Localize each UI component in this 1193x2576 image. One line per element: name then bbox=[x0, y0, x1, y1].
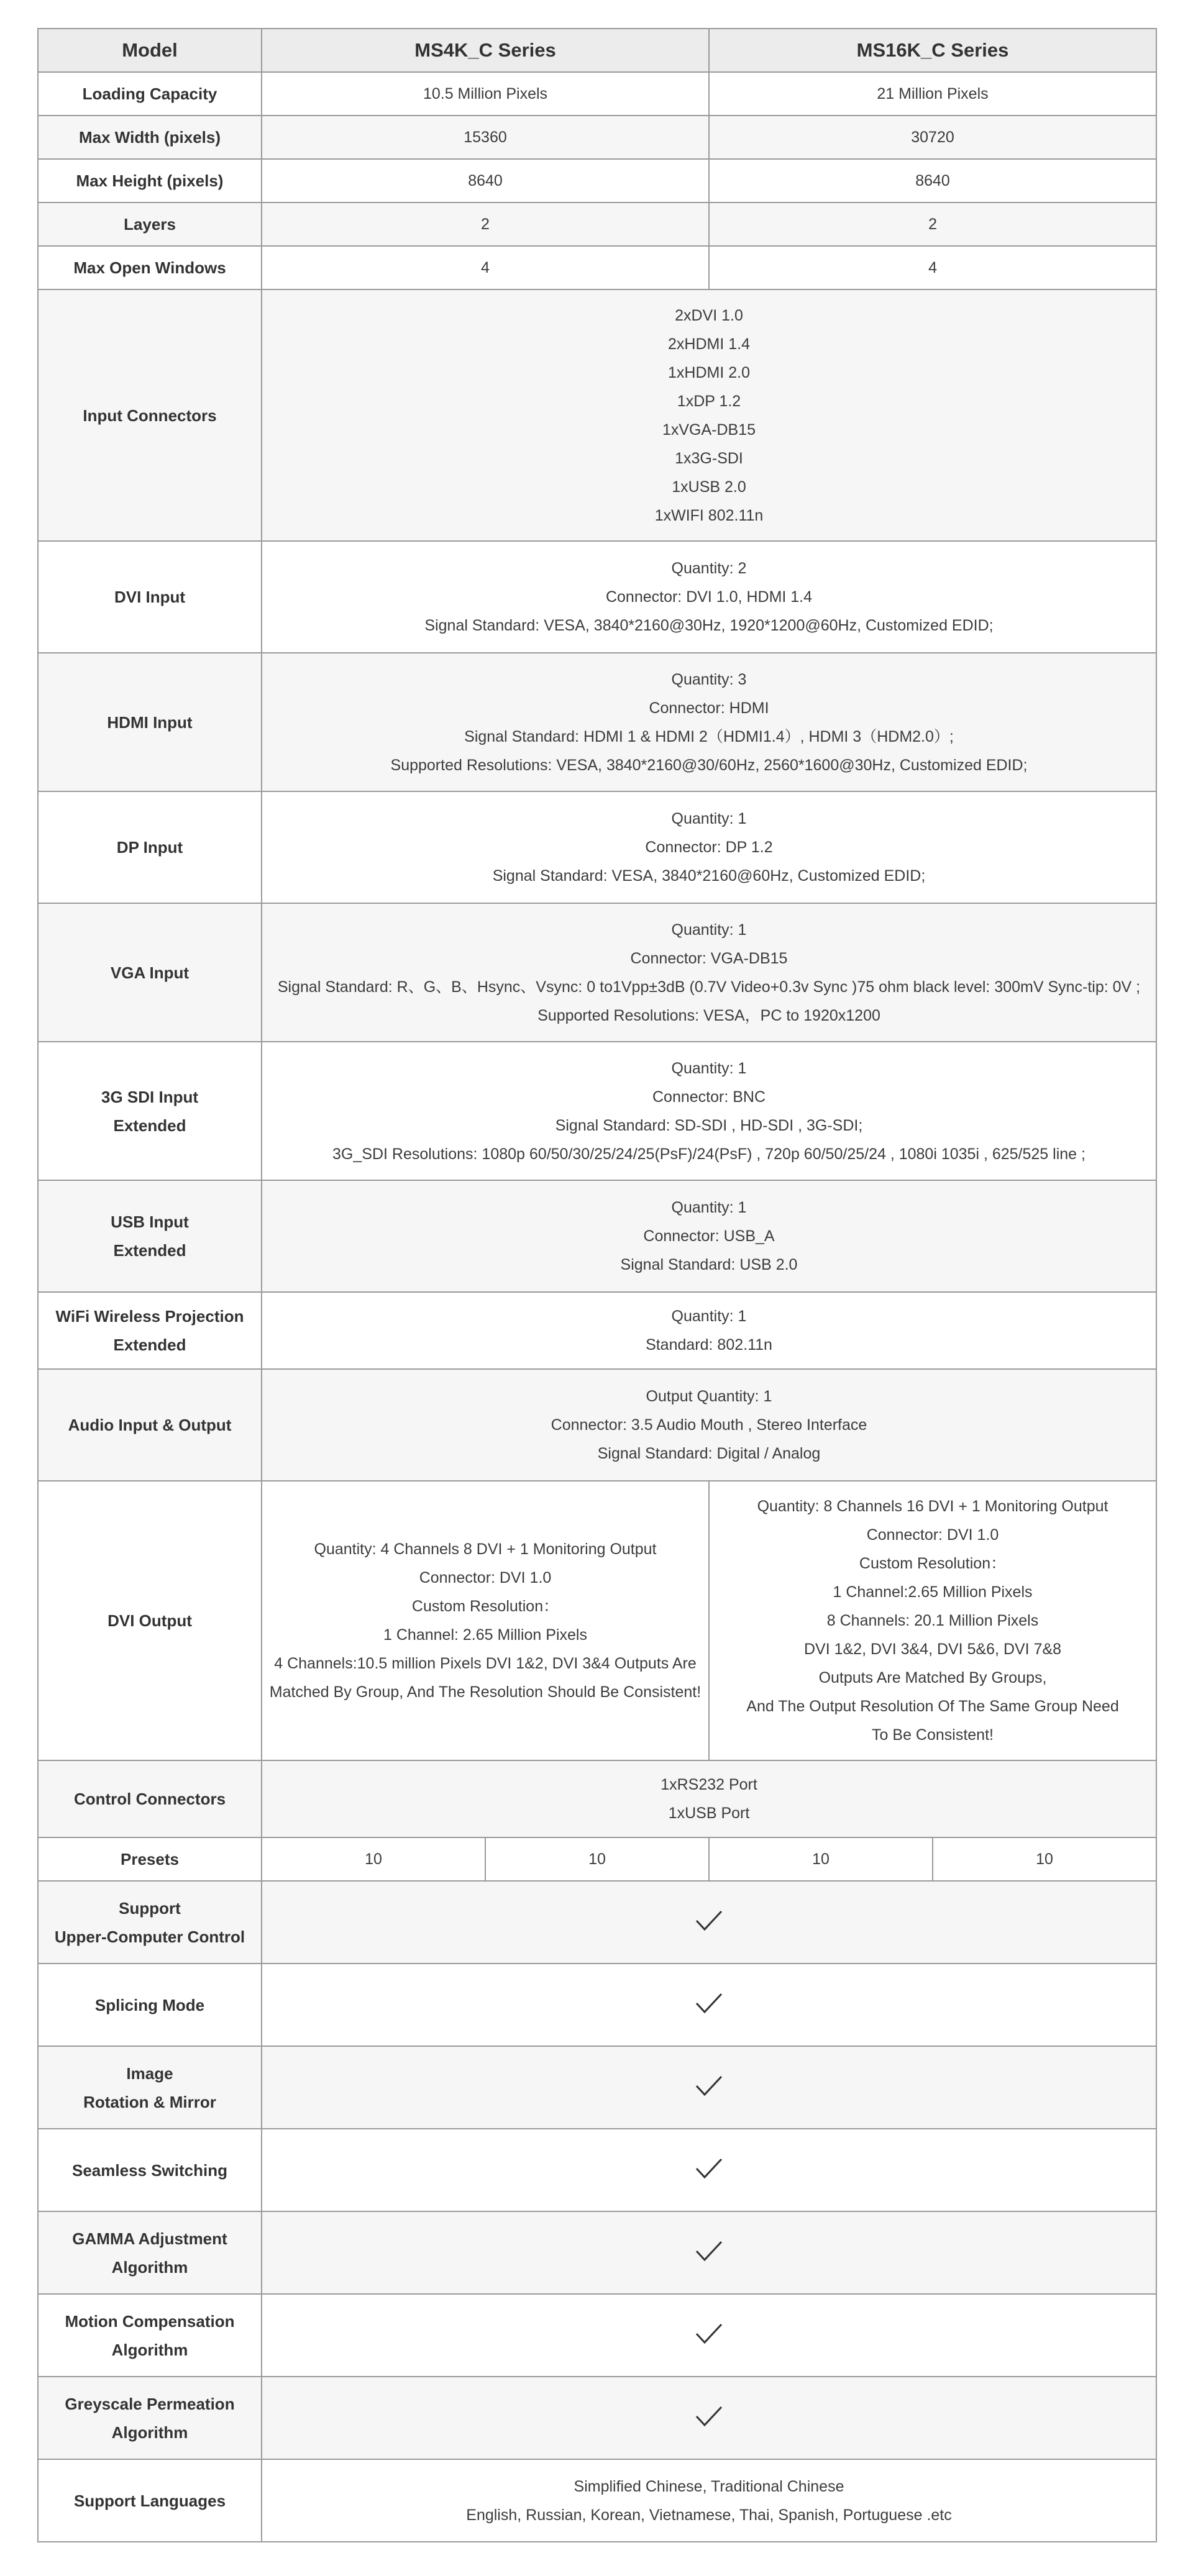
header-model: Model bbox=[38, 29, 262, 72]
label-max-height: Max Height (pixels) bbox=[38, 159, 262, 203]
row-usb-input bbox=[38, 1180, 1156, 1292]
text-line: Signal Standard: Digital / Analog bbox=[597, 1445, 821, 1462]
label-sdi-input bbox=[38, 1042, 262, 1180]
ms4k-max-open-windows: 4 bbox=[262, 246, 709, 289]
value-control-connectors bbox=[262, 1760, 1156, 1837]
ms16k-loading-capacity: 21 Million Pixels bbox=[709, 72, 1156, 116]
label-vga-input: VGA Input bbox=[38, 903, 262, 1042]
label-dp-input: DP Input bbox=[38, 791, 262, 903]
row-seamless-switching bbox=[38, 2129, 1156, 2211]
label-dvi-input: DVI Input bbox=[38, 541, 262, 653]
row-dvi-input bbox=[38, 541, 1156, 653]
row-greyscale bbox=[38, 2377, 1156, 2459]
text-line: Connector: DVI 1.0 bbox=[866, 1526, 999, 1544]
label-control-connectors: Control Connectors bbox=[38, 1760, 262, 1837]
text-line: DVI 1&2, DVI 3&4, DVI 5&6, DVI 7&8 bbox=[803, 1641, 1062, 1658]
value-dp-input bbox=[262, 791, 1156, 903]
text-line: 8 Channels: 20.1 Million Pixels bbox=[826, 1612, 1039, 1629]
text-line: 1xUSB 2.0 bbox=[672, 478, 746, 496]
row-vga-input bbox=[38, 903, 1156, 1042]
row-sdi-input bbox=[38, 1042, 1156, 1180]
text-line: Signal Standard: HDMI 1 & HDMI 2（HDMI1.4）, HDMI 3（HDM2.0）; bbox=[464, 727, 954, 745]
label-upper-computer bbox=[38, 1881, 262, 1964]
row-max-height bbox=[38, 159, 1156, 203]
text-line: Quantity: 1 bbox=[671, 921, 747, 939]
text-line: 4 Channels:10.5 million Pixels DVI 1&2, DVI 3&4 Outputs Are bbox=[274, 1655, 697, 1672]
label-line: Extended bbox=[113, 1336, 186, 1354]
row-dp-input bbox=[38, 791, 1156, 903]
value-input-connectors bbox=[262, 289, 1156, 541]
text-line: 1x3G-SDI bbox=[675, 449, 743, 467]
text-line: Connector: VGA-DB15 bbox=[630, 949, 788, 967]
text-line: Quantity: 1 bbox=[671, 810, 747, 827]
text-line: 2xDVI 1.0 bbox=[675, 306, 743, 324]
row-input-connectors bbox=[38, 289, 1156, 541]
text-line: Signal Standard: R、G、B、Hsync、Vsync: 0 to1Vpp±3dB (0.7V Video+0.3v Sync )75 ohm black level: 300mV Sync-tip: 0V ; bbox=[277, 978, 1141, 996]
text-line: Connector: BNC bbox=[652, 1088, 766, 1106]
ms4k-layers: 2 bbox=[262, 203, 709, 246]
header-ms16k: MS16K_C Series bbox=[709, 29, 1156, 72]
text-line: 1xRS232 Port bbox=[660, 1776, 757, 1793]
checkmark-icon bbox=[695, 1909, 723, 1932]
text-line: Custom Resolution： bbox=[859, 1555, 1007, 1572]
row-audio bbox=[38, 1369, 1156, 1481]
value-splicing-mode bbox=[262, 1964, 1156, 2046]
row-dvi-output bbox=[38, 1481, 1156, 1760]
value-audio bbox=[262, 1369, 1156, 1481]
label-line: Motion Compensation bbox=[65, 2311, 235, 2331]
label-image-rotation bbox=[38, 2046, 262, 2129]
label-presets: Presets bbox=[38, 1837, 262, 1881]
label-audio: Audio Input & Output bbox=[38, 1369, 262, 1481]
ms16k-layers: 2 bbox=[709, 203, 1156, 246]
text-line: Quantity: 8 Channels 16 DVI + 1 Monitoring Output bbox=[757, 1498, 1108, 1515]
checkmark-icon bbox=[695, 2240, 723, 2262]
row-splicing-mode bbox=[38, 1964, 1156, 2046]
value-hdmi-input bbox=[262, 653, 1156, 791]
value-wifi bbox=[262, 1292, 1156, 1369]
row-presets bbox=[38, 1837, 1156, 1881]
text-line: Quantity: 1 bbox=[671, 1308, 747, 1325]
ms16k-max-height: 8640 bbox=[709, 159, 1156, 203]
text-line: Supported Resolutions: VESA，PC to 1920x1200 bbox=[537, 1006, 880, 1024]
text-line: And The Output Resolution Of The Same Group Need bbox=[746, 1698, 1119, 1715]
preset-value: 10 bbox=[933, 1837, 1156, 1881]
label-max-open-windows: Max Open Windows bbox=[38, 246, 262, 289]
value-usb-input bbox=[262, 1180, 1156, 1292]
text-line: Matched By Group, And The Resolution Should Be Consistent! bbox=[269, 1683, 702, 1701]
header-row bbox=[38, 29, 1156, 72]
text-line: 1xVGA-DB15 bbox=[662, 421, 756, 439]
text-line: 2xHDMI 1.4 bbox=[668, 335, 750, 353]
label-gamma bbox=[38, 2211, 262, 2294]
ms4k-loading-capacity: 10.5 Million Pixels bbox=[262, 72, 709, 116]
text-line: Standard: 802.11n bbox=[646, 1336, 772, 1354]
label-languages: Support Languages bbox=[38, 2459, 262, 2542]
text-line: Connector: USB_A bbox=[643, 1227, 775, 1245]
text-line: Signal Standard: VESA, 3840*2160@30Hz, 1920*1200@60Hz, Customized EDID; bbox=[424, 617, 994, 634]
text-line: 1xWIFI 802.11n bbox=[654, 506, 764, 524]
label-wifi bbox=[38, 1292, 262, 1369]
text-line: English, Russian, Korean, Vietnamese, Thai, Spanish, Portuguese .etc bbox=[466, 2506, 952, 2524]
label-line: WiFi Wireless Projection bbox=[55, 1307, 244, 1326]
text-line: Output Quantity: 1 bbox=[646, 1388, 772, 1405]
label-line: Algorithm bbox=[111, 2257, 188, 2277]
row-wifi bbox=[38, 1292, 1156, 1369]
text-line: Connector: DVI 1.0, HDMI 1.4 bbox=[605, 588, 813, 606]
text-line: Signal Standard: SD-SDI , HD-SDI , 3G-SDI; bbox=[555, 1116, 863, 1134]
label-line: USB Input bbox=[111, 1213, 189, 1231]
value-gamma bbox=[262, 2211, 1156, 2294]
label-usb-input bbox=[38, 1180, 262, 1292]
ms4k-dvi-output bbox=[262, 1481, 709, 1760]
label-line: Greyscale Permeation bbox=[65, 2394, 235, 2413]
value-upper-computer bbox=[262, 1881, 1156, 1964]
label-line: GAMMA Adjustment bbox=[72, 2229, 227, 2248]
label-line: Image bbox=[126, 2064, 173, 2083]
row-loading-capacity bbox=[38, 72, 1156, 116]
row-max-width bbox=[38, 116, 1156, 159]
value-greyscale bbox=[262, 2377, 1156, 2459]
row-motion bbox=[38, 2294, 1156, 2377]
preset-value: 10 bbox=[485, 1837, 709, 1881]
text-line: Quantity: 4 Channels 8 DVI + 1 Monitoring Output bbox=[314, 1541, 657, 1558]
checkmark-icon bbox=[695, 2323, 723, 2345]
label-line: 3G SDI Input bbox=[101, 1087, 198, 1106]
label-motion bbox=[38, 2294, 262, 2377]
label-loading-capacity: Loading Capacity bbox=[38, 72, 262, 116]
preset-value: 10 bbox=[709, 1837, 933, 1881]
text-line: 1xHDMI 2.0 bbox=[668, 363, 750, 381]
text-line: Signal Standard: USB 2.0 bbox=[620, 1256, 798, 1273]
checkmark-icon bbox=[695, 2075, 723, 2097]
label-line: Extended bbox=[113, 1116, 186, 1135]
text-line: Custom Resolution： bbox=[411, 1598, 559, 1615]
value-image-rotation bbox=[262, 2046, 1156, 2129]
label-splicing-mode: Splicing Mode bbox=[38, 1964, 262, 2046]
header-ms4k: MS4K_C Series bbox=[262, 29, 709, 72]
text-line: Connector: 3.5 Audio Mouth , Stereo Interface bbox=[551, 1416, 867, 1434]
ms16k-dvi-output bbox=[709, 1481, 1156, 1760]
checkmark-icon bbox=[695, 1992, 723, 2014]
spec-table bbox=[37, 28, 1157, 2542]
row-hdmi-input bbox=[38, 653, 1156, 791]
checkmark-icon bbox=[695, 2157, 723, 2180]
ms16k-max-width: 30720 bbox=[709, 116, 1156, 159]
label-max-width: Max Width (pixels) bbox=[38, 116, 262, 159]
text-line: 3G_SDI Resolutions: 1080p 60/50/30/25/24/25(PsF)/24(PsF) , 720p 60/50/25/24 , 1080i 1035i , 625/525 line ; bbox=[332, 1145, 1086, 1163]
text-line: Quantity: 1 bbox=[671, 1199, 747, 1216]
value-sdi-input bbox=[262, 1042, 1156, 1180]
label-greyscale bbox=[38, 2377, 262, 2459]
row-gamma bbox=[38, 2211, 1156, 2294]
row-upper-computer bbox=[38, 1881, 1156, 1964]
text-line: 1 Channel: 2.65 Million Pixels bbox=[383, 1626, 587, 1644]
value-languages bbox=[262, 2459, 1156, 2542]
checkmark-icon bbox=[695, 2405, 723, 2428]
value-seamless-switching bbox=[262, 2129, 1156, 2211]
label-line: Upper-Computer Control bbox=[54, 1927, 245, 1946]
label-line: Support bbox=[119, 1898, 181, 1918]
row-max-open-windows bbox=[38, 246, 1156, 289]
label-input-connectors: Input Connectors bbox=[38, 289, 262, 541]
text-line: Supported Resolutions: VESA, 3840*2160@30/60Hz, 2560*1600@30Hz, Customized EDID; bbox=[390, 756, 1028, 774]
ms4k-max-height: 8640 bbox=[262, 159, 709, 203]
text-line: Simplified Chinese, Traditional Chinese bbox=[574, 2477, 844, 2495]
label-line: Algorithm bbox=[111, 2340, 188, 2359]
ms4k-max-width: 15360 bbox=[262, 116, 709, 159]
text-line: Signal Standard: VESA, 3840*2160@60Hz, Customized EDID; bbox=[492, 867, 926, 885]
text-line: 1 Channel:2.65 Million Pixels bbox=[833, 1583, 1033, 1601]
text-line: Quantity: 2 bbox=[671, 560, 747, 577]
row-image-rotation bbox=[38, 2046, 1156, 2129]
label-line: Algorithm bbox=[111, 2423, 188, 2442]
value-dvi-input bbox=[262, 541, 1156, 653]
text-line: Connector: DVI 1.0 bbox=[419, 1569, 552, 1586]
row-layers bbox=[38, 203, 1156, 246]
label-hdmi-input: HDMI Input bbox=[38, 653, 262, 791]
text-line: Quantity: 1 bbox=[671, 1059, 747, 1077]
text-line: 1xDP 1.2 bbox=[677, 392, 741, 410]
label-line: Extended bbox=[113, 1241, 186, 1260]
text-line: Connector: HDMI bbox=[649, 699, 769, 717]
value-motion bbox=[262, 2294, 1156, 2377]
row-languages bbox=[38, 2459, 1156, 2542]
text-line: To Be Consistent! bbox=[872, 1726, 994, 1744]
text-line: Quantity: 3 bbox=[671, 670, 747, 688]
label-layers: Layers bbox=[38, 203, 262, 246]
preset-value: 10 bbox=[262, 1837, 485, 1881]
text-line: Connector: DP 1.2 bbox=[645, 839, 773, 856]
value-vga-input bbox=[262, 903, 1156, 1042]
row-control-connectors bbox=[38, 1760, 1156, 1837]
label-seamless-switching: Seamless Switching bbox=[38, 2129, 262, 2211]
text-line: 1xUSB Port bbox=[668, 1805, 750, 1822]
text-line: Outputs Are Matched By Groups, bbox=[818, 1669, 1047, 1686]
label-line: Rotation & Mirror bbox=[83, 2092, 216, 2111]
label-dvi-output: DVI Output bbox=[38, 1481, 262, 1760]
ms16k-max-open-windows: 4 bbox=[709, 246, 1156, 289]
